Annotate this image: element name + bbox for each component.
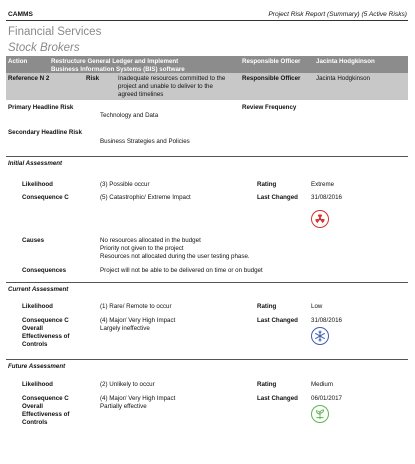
header-divider [6, 20, 408, 21]
current-rating-value: Low [311, 303, 323, 310]
consequences-value: Project will not be able to be delivered on time or on budget [100, 267, 263, 274]
risk-label: Risk [86, 75, 100, 82]
risk-officer-value: Jacinta Hodgkinson [316, 75, 371, 82]
causes-list [100, 237, 250, 260]
consequences-label: Consequences [22, 267, 67, 274]
future-likelihood-label: Likelihood [22, 381, 53, 388]
primary-headline-value: Technology and Data [100, 112, 159, 119]
future-changed-value: 06/01/2017 [311, 395, 342, 402]
cause-item: Resources not allocated during the user testing phase. [100, 252, 250, 260]
action-row [6, 56, 408, 73]
current-rating-label: Rating [257, 303, 277, 310]
current-changed-label: Last Changed [257, 317, 298, 324]
section-title: Financial Services [8, 26, 102, 38]
secondary-headline-value: Business Strategies and Policies [100, 138, 190, 145]
action-officer-label: Responsible Officer [242, 58, 301, 65]
current-heading: Current Assessment [8, 286, 69, 293]
risk-reference: Reference N 2 [8, 75, 50, 82]
action-officer-value: Jacinta Hodgkinson [316, 58, 375, 65]
future-effectiveness-label: Overall Effectiveness of Controls [22, 403, 70, 426]
initial-rating-label: Rating [257, 181, 277, 188]
risk-row [6, 73, 408, 100]
initial-changed-value: 31/08/2016 [311, 194, 342, 201]
unit-title: Stock Brokers [8, 42, 80, 54]
current-changed-value: 31/08/2016 [311, 317, 342, 324]
current-likelihood-label: Likelihood [22, 303, 53, 310]
current-consequence-label: Consequence C [22, 317, 69, 324]
report-title: Project Risk Report (Summary) (5 Active Risks) [268, 11, 407, 18]
initial-consequence-label: Consequence C [22, 194, 69, 201]
cause-item: Priority not given to the project [100, 244, 184, 252]
risk-value: Inadequate resources committed to the project and unable to deliver to the agreed timelines [118, 75, 226, 98]
action-label: Action [8, 58, 28, 65]
current-consequence-value: (4) Major/ Very High Impact [100, 317, 176, 324]
future-changed-label: Last Changed [257, 395, 298, 402]
plant-icon [311, 405, 329, 423]
review-frequency-label: Review Frequency [242, 104, 297, 111]
primary-headline-label: Primary Headline Risk [8, 104, 74, 111]
initial-rating-value: Extreme [311, 181, 335, 188]
risk-officer-label: Responsible Officer [242, 75, 301, 82]
org-name: CAMMS [8, 11, 33, 18]
initial-divider [6, 156, 408, 157]
future-effectiveness-value: Partially effective [100, 403, 147, 410]
action-value: Restructure General Ledger and Implement Business Information Systems (BIS) software [51, 58, 185, 73]
future-rating-value: Medium [311, 381, 334, 388]
future-consequence-value: (4) Major/ Very High Impact [100, 395, 176, 402]
future-divider [6, 359, 408, 360]
radiation-icon [311, 210, 329, 228]
future-likelihood-value: (2) Unlikely to occur [100, 381, 155, 388]
initial-heading: Initial Assessment [8, 160, 63, 167]
initial-likelihood-value: (3) Possible occur [100, 181, 150, 188]
current-effectiveness-label: Overall Effectiveness of Controls [22, 325, 70, 348]
future-consequence-label: Consequence C [22, 395, 69, 402]
secondary-headline-label: Secondary Headline Risk [8, 129, 82, 136]
future-heading: Future Assessment [8, 363, 66, 370]
cause-item: No resources allocated in the budget [100, 237, 201, 244]
initial-consequence-value: (5) Catastrophic/ Extreme Impact [100, 194, 191, 201]
current-divider [6, 282, 408, 283]
current-likelihood-value: (1) Rare/ Remote to occur [100, 303, 172, 310]
causes-label: Causes [22, 237, 45, 244]
initial-changed-label: Last Changed [257, 194, 298, 201]
snowflake-icon [311, 327, 329, 345]
future-rating-label: Rating [257, 381, 277, 388]
initial-likelihood-label: Likelihood [22, 181, 53, 188]
current-effectiveness-value: Largely ineffective [100, 325, 150, 332]
